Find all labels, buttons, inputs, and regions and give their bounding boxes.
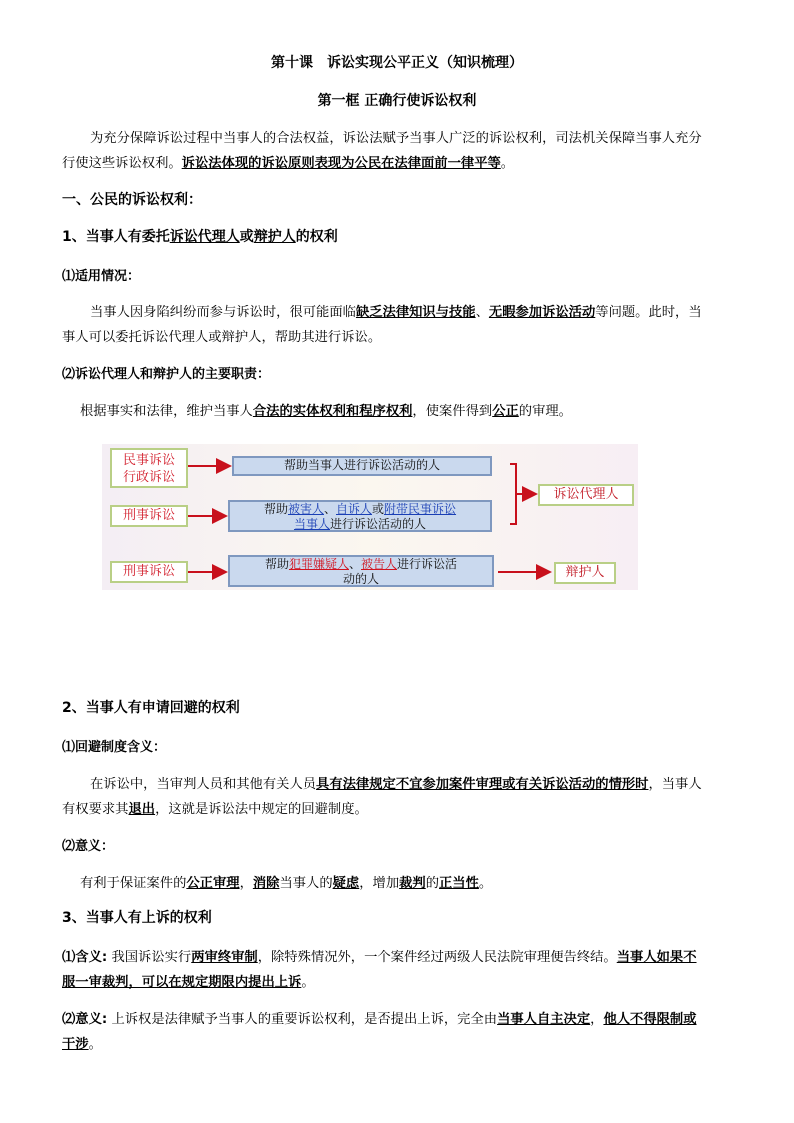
item-2-heading: 2、当事人有申请回避的权利 bbox=[62, 700, 240, 716]
mid-box-2: 帮助被害人、自诉人或附带民事诉讼 当事人进行诉讼活动的人 bbox=[228, 500, 492, 532]
document-title: 第十课 诉讼实现公平正义（知识梳理） bbox=[271, 55, 523, 71]
intro-line-1: 为充分保障诉讼过程中当事人的合法权益，诉讼法赋予当事人广泛的诉讼权利，司法机关保障当事人充分 bbox=[90, 131, 702, 146]
label-criminal-1: 刑事诉讼 bbox=[110, 505, 188, 527]
label-civil-administrative: 民事诉讼 行政诉讼 bbox=[110, 448, 188, 488]
item-1-p2-title: ⑵诉讼代理人和辩护人的主要职责： bbox=[62, 367, 271, 382]
item-3-p1-line-2: 服一审裁判，可以在规定期限内提出上诉。 bbox=[62, 975, 315, 990]
item-2-p2-line: 有利于保证案件的公正审理，消除当事人的疑虑，增加裁判的正当性。 bbox=[80, 876, 493, 891]
item-3-heading: 3、当事人有上诉的权利 bbox=[62, 910, 212, 926]
section-1-heading: 一、公民的诉讼权利： bbox=[62, 192, 202, 208]
item-1-p1-line-1: 当事人因身陷纠纷而参与诉讼时，很可能面临缺乏法律知识与技能、无暇参加诉讼活动等问题。此时，当 bbox=[90, 305, 702, 320]
document-subtitle: 第一框 正确行使诉讼权利 bbox=[317, 93, 477, 109]
advocate-diagram bbox=[102, 444, 638, 590]
item-1-p2-line: 根据事实和法律，维护当事人合法的实体权利和程序权利，使案件得到公正的审理。 bbox=[80, 404, 572, 419]
mid-box-3: 帮助犯罪嫌疑人、被告人进行诉讼活 动的人 bbox=[228, 555, 494, 587]
item-2-p1-line-2: 有权要求其退出，这就是诉讼法中规定的回避制度。 bbox=[62, 802, 368, 817]
result-defender: 辩护人 bbox=[554, 562, 616, 584]
item-2-p1-line-1: 在诉讼中，当审判人员和其他有关人员具有法律规定不宜参加案件审理或有关诉讼活动的情形时，当事人 bbox=[90, 777, 702, 792]
item-1-heading: 1、当事人有委托诉讼代理人或辩护人的权利 bbox=[62, 229, 338, 245]
item-1-p1-title: ⑴适用情况： bbox=[62, 269, 141, 284]
bracket bbox=[510, 464, 516, 524]
label-criminal-2: 刑事诉讼 bbox=[110, 561, 188, 583]
item-2-p2-title: ⑵意义： bbox=[62, 839, 115, 854]
item-3-p2-line-1: ⑵意义: 上诉权是法律赋予当事人的重要诉讼权利，是否提出上诉，完全由当事人自主决定，他人不得限制或 bbox=[62, 1012, 697, 1027]
item-2-p1-title: ⑴回避制度含义： bbox=[62, 740, 167, 755]
mid-box-1: 帮助当事人进行诉讼活动的人 bbox=[232, 456, 492, 476]
item-3-p1-line-1: ⑴含义: 我国诉讼实行两审终审制，除特殊情况外，一个案件经过两级人民法院审理便告终结。当事人如果不 bbox=[62, 950, 697, 965]
result-agent: 诉讼代理人 bbox=[538, 484, 634, 506]
intro-line-2: 行使这些诉讼权利。诉讼法体现的诉讼原则表现为公民在法律面前一律平等。 bbox=[62, 156, 515, 171]
item-3-p2-line-2: 干涉。 bbox=[62, 1037, 102, 1052]
item-1-p1-line-2: 事人可以委托诉讼代理人或辩护人，帮助其进行诉讼。 bbox=[62, 330, 382, 345]
